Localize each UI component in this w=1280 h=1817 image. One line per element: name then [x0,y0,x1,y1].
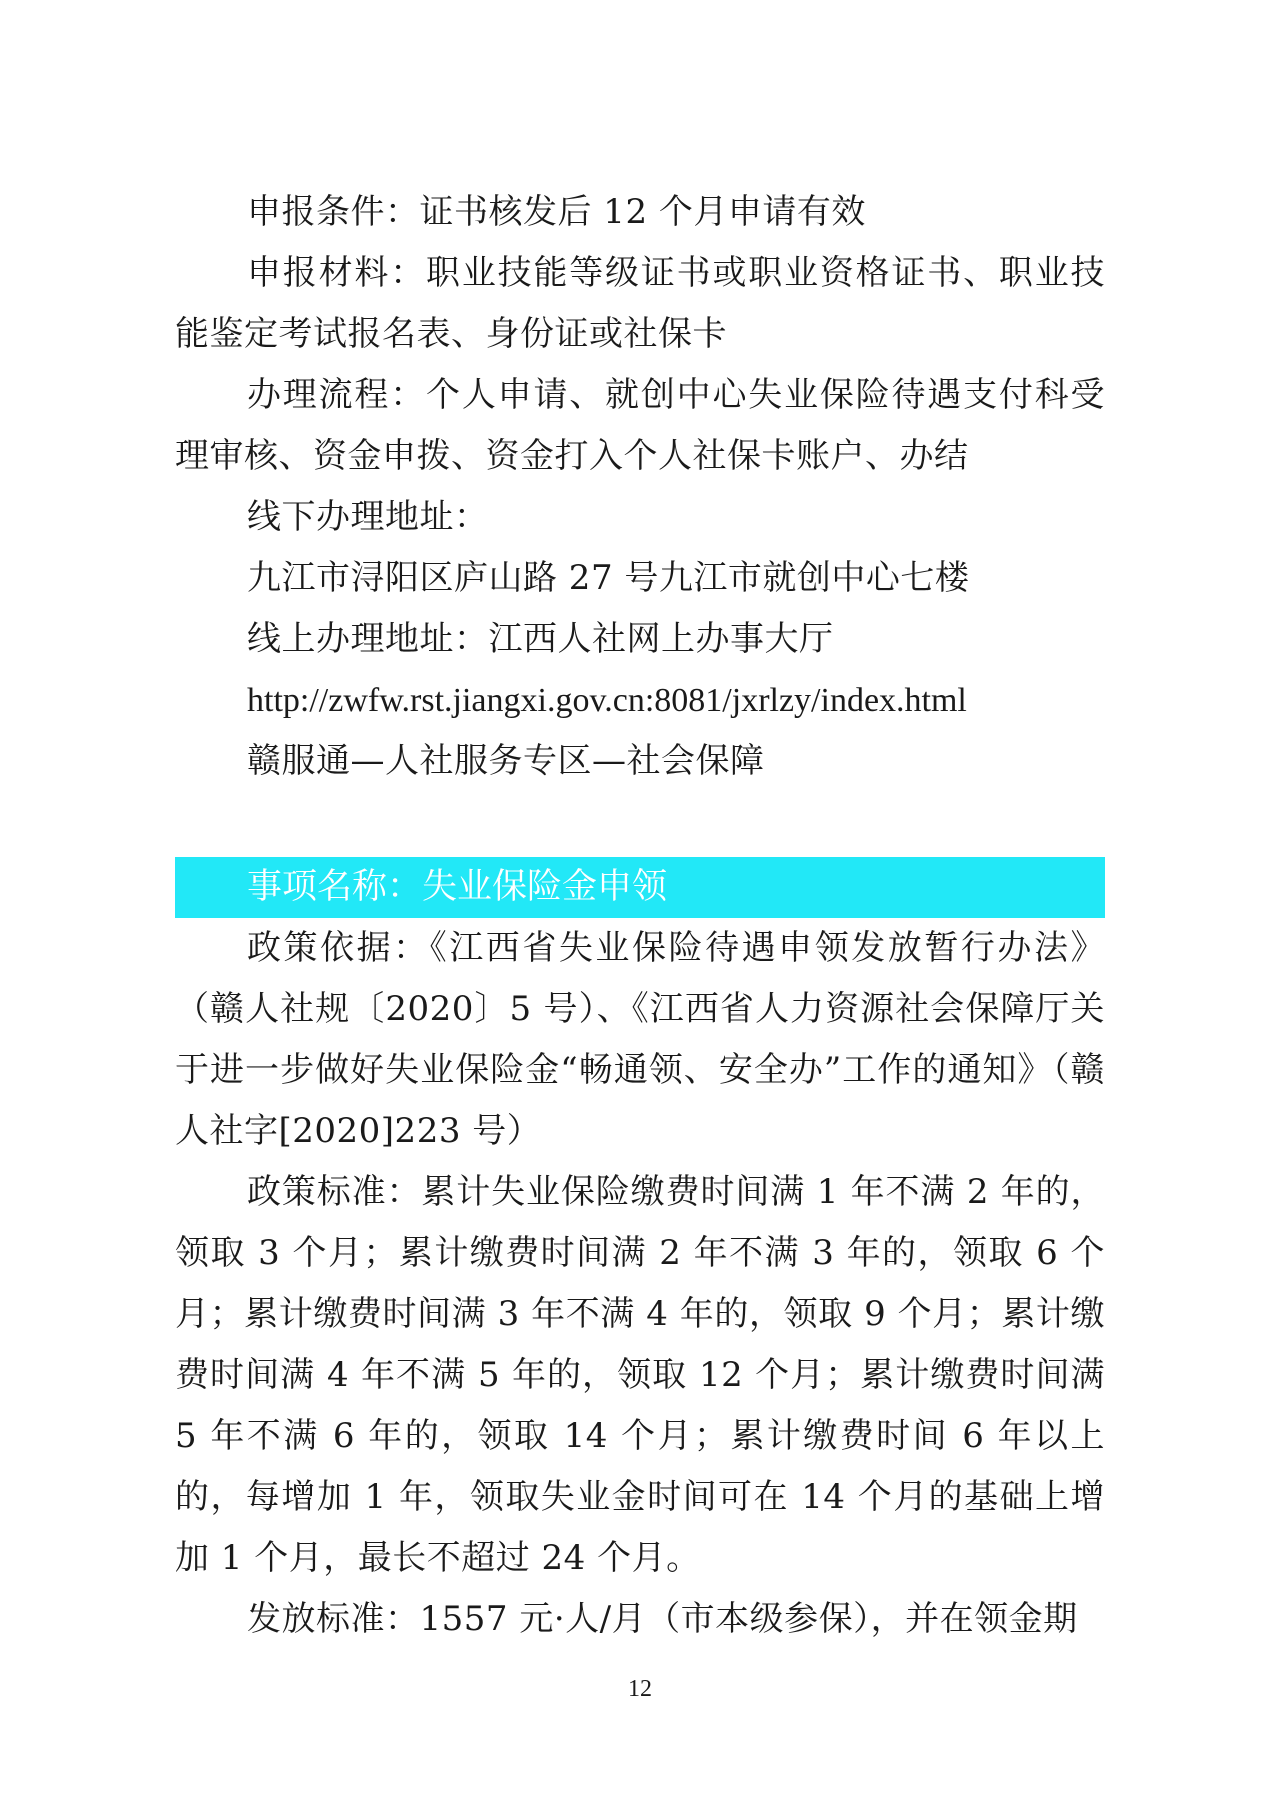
materials-text: 职业技能等级证书或职业资格证书、职业技能鉴定考试报名表、身份证或社保卡 [175,253,1106,354]
offline-address-label: 线下办理地址： [247,497,489,537]
payment-standard-label: 发放标准： [247,1599,420,1639]
item-name-banner: 事项名称：失业保险金申领 [175,857,1105,918]
online-address [175,609,1105,670]
policy-basis-text: 《江西省失业保险待遇申领发放暂行办法》（赣人社规〔2020〕5 号）、《江西省人力资源社会保障厅关于进一步做好失业保险金“畅通领、安全办”工作的通知》（赣人社字[2020]223 号） [175,928,1105,1151]
policy-standard-text: 累计失业保险缴费时间满 1 年不满 2 年的，领取 3 个月；累计缴费时间满 2 年不满 3 年的，领取 6 个月；累计缴费时间满 3 年不满 4 年的，领取 9 个月；累计缴费时间满 4 年不满 5 年的，领取 12 个月；累计缴费时间满 5 年不满 6 年的，领取 14 个月；累计缴费时间 6 年以上的，每增加 1 年，领取失业金时间可在 14 个月的基础上增加 1 个月，最长不超过 24 个月。 [175,1172,1105,1578]
payment-standard [175,1589,1105,1650]
conditions-text: 证书核发后 12 个月申请有效 [419,192,866,232]
online-label: 线上办理地址： [247,619,489,659]
materials-label: 申报材料： [247,253,427,293]
page-number: 12 [628,1676,652,1702]
handling-process [175,365,1105,487]
process-text: 个人申请、就创中心失业保险待遇支付科受理审核、资金申拨、资金打入个人社保卡账户、办结 [175,375,1106,476]
payment-standard-text: 1557 元·人/月（市本级参保），并在领金期 [419,1599,1078,1639]
offline-address: 九江市浔阳区庐山路 27 号九江市就创中心七楼 [247,558,970,598]
policy-standard [175,1162,1105,1589]
app-service-path: 赣服通—人社服务专区—社会保障 [247,741,765,781]
application-conditions [175,182,1105,243]
application-materials [175,243,1105,365]
policy-basis [175,918,1105,1162]
policy-standard-label: 政策标准： [247,1172,422,1212]
page-content [175,182,1105,1650]
conditions-label: 申报条件： [247,192,420,232]
process-label: 办理流程： [247,375,427,415]
policy-basis-label: 政策依据： [247,928,430,968]
online-text: 江西人社网上办事大厅 [488,619,834,659]
section-gap [175,792,1105,857]
online-url-link[interactable]: http://zwfw.rst.jiangxi.gov.cn:8081/jxrlzy/index.html [247,682,967,719]
